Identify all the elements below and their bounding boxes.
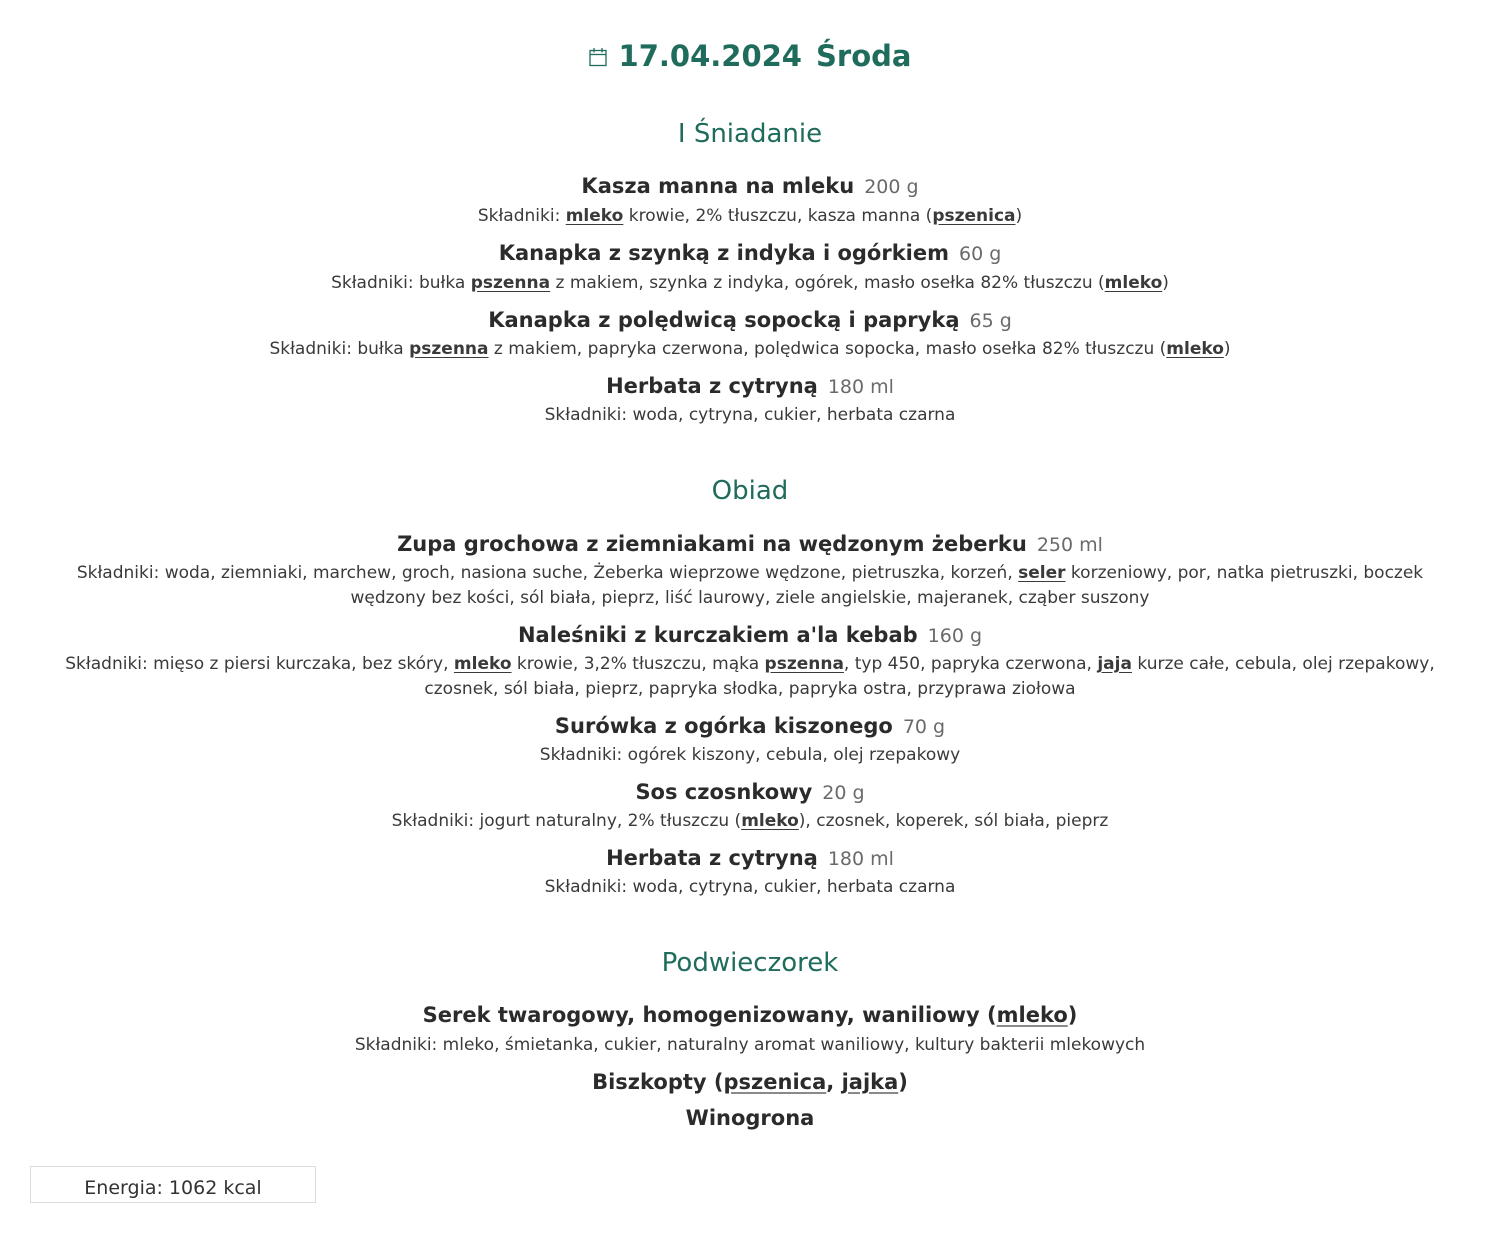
text-segment: Serek twarogowy, homogenizowany, waniliowy (: [422, 1003, 997, 1027]
allergen-highlight: mleko: [996, 1003, 1068, 1027]
text-segment: krowie, 3,2% tłuszczu, mąka: [511, 654, 765, 674]
dish-name: [0, 621, 1500, 650]
energy-summary: Energia: 1062 kcal: [30, 1166, 316, 1203]
allergen-highlight: pszenna: [470, 273, 551, 293]
dish-name: [0, 372, 1500, 401]
text-segment: Składniki: ogórek kiszony, cebula, olej rzepakowy: [539, 745, 961, 765]
dish-ingredients: [40, 403, 1460, 428]
dish-portion: 20 g: [822, 782, 865, 804]
allergen-highlight: mleko: [741, 811, 799, 831]
allergen-highlight: jaja: [1097, 654, 1132, 674]
allergen-highlight: mleko: [453, 654, 512, 674]
text-segment: ): [1162, 273, 1169, 293]
dish-title: Naleśniki z kurczakiem a'la kebab: [517, 623, 918, 647]
dish-portion: 65 g: [969, 310, 1012, 332]
dish-ingredients: [40, 743, 1460, 768]
text-segment: Składniki:: [477, 206, 566, 226]
text-segment: krowie, 2% tłuszczu, kasza manna (: [623, 206, 933, 226]
dish-name: [0, 239, 1500, 268]
text-segment: Składniki: woda, cytryna, cukier, herbata czarna: [544, 405, 956, 425]
text-segment: Składniki: woda, ziemniaki, marchew, groch, nasiona suche, Żeberka wieprzowe wędzone, pietruszka, korzeń,: [76, 563, 1019, 583]
allergen-highlight: pszenica: [723, 1070, 827, 1094]
dish-title: Herbata z cytryną: [606, 846, 818, 870]
dish-title: Kasza manna na mleku: [581, 174, 855, 198]
dish-name: [0, 530, 1500, 559]
calendar-icon: [589, 47, 607, 67]
dish-ingredients: [40, 271, 1460, 296]
dish-portion: 180 ml: [827, 848, 894, 870]
allergen-highlight: pszenica: [932, 206, 1016, 226]
dish-ingredients: [40, 1033, 1460, 1058]
dish-name: [0, 844, 1500, 873]
dish-ingredients: [40, 875, 1460, 900]
allergen-highlight: pszenna: [409, 339, 489, 359]
dish-title: Kanapka z szynką z indyka i ogórkiem: [498, 241, 949, 265]
allergen-highlight: mleko: [1166, 339, 1224, 359]
dish-ingredients: [40, 809, 1460, 834]
allergen-highlight: pszenna: [764, 654, 844, 674]
dish-ingredients: [40, 652, 1460, 702]
dish-title: Herbata z cytryną: [606, 374, 818, 398]
weekday-text: Środa: [816, 39, 912, 73]
dish-name: [0, 1104, 1500, 1132]
text-segment: ,: [826, 1070, 842, 1094]
dish-title: Kanapka z polędwicą sopocką i papryką: [488, 308, 960, 332]
section-title-lunch: Obiad: [711, 476, 789, 506]
dish-portion: 250 ml: [1036, 534, 1103, 556]
text-segment: ): [1015, 206, 1023, 226]
dish-ingredients: [40, 337, 1460, 362]
text-segment: z makiem, papryka czerwona, polędwica sopocka, masło osełka 82% tłuszczu (: [488, 339, 1167, 359]
text-segment: Składniki: mięso z piersi kurczaka, bez skóry,: [65, 654, 454, 674]
text-segment: ): [1067, 1003, 1078, 1027]
dish-name: [0, 1068, 1500, 1096]
dish-title: Winogrona: [685, 1106, 815, 1130]
dish-portion: 160 g: [927, 625, 983, 647]
text-segment: Biszkopty (: [592, 1070, 724, 1094]
allergen-highlight: mleko: [565, 206, 624, 226]
text-segment: ): [898, 1070, 908, 1094]
allergen-highlight: mleko: [1104, 273, 1163, 293]
dish-title: Sos czosnkowy: [635, 780, 813, 804]
dish-ingredients: [40, 204, 1460, 229]
dish-ingredients: [40, 561, 1460, 611]
text-segment: , typ 450, papryka czerwona,: [843, 654, 1098, 674]
dish-portion: 180 ml: [827, 376, 894, 398]
allergen-highlight: jajka: [841, 1070, 899, 1094]
text-segment: kurze całe, cebula, olej rzepakowy, czosnek, sól biała, pieprz, papryka słodka, papryka ostra, przyprawa ziołowa: [424, 654, 1435, 699]
dish-title: Zupa grochowa z ziemniakami na wędzonym żeberku: [397, 532, 1027, 556]
dish-portion: 70 g: [902, 716, 946, 738]
dish-title: Surówka z ogórka kiszonego: [554, 714, 893, 738]
section-title-afternoon-snack: Podwieczorek: [661, 948, 839, 978]
dish-name: [0, 778, 1500, 807]
date-text: 17.04.2024: [618, 39, 802, 73]
dish-name: [0, 172, 1500, 201]
dish-portion: 60 g: [959, 243, 1002, 265]
text-segment: Składniki: mleko, śmietanka, cukier, naturalny aromat waniliowy, kultury bakterii mlekowych: [354, 1035, 1146, 1055]
date-header: [0, 36, 1500, 76]
dish-name: [0, 712, 1500, 741]
allergen-highlight: seler: [1018, 563, 1066, 583]
text-segment: ), czosnek, koperek, sól biała, pieprz: [798, 811, 1109, 831]
section-title-breakfast: I Śniadanie: [677, 119, 823, 149]
text-segment: korzeniowy, por, natka pietruszki, boczek wędzony bez kości, sól biała, pieprz, liść laurowy, ziele angielskie, majeranek, cząber suszony: [350, 563, 1424, 608]
text-segment: ): [1223, 339, 1231, 359]
text-segment: z makiem, szynka z indyka, ogórek, masło osełka 82% tłuszczu (: [550, 273, 1105, 293]
text-segment: Składniki: jogurt naturalny, 2% tłuszczu (: [391, 811, 742, 831]
dish-name: [0, 1001, 1500, 1029]
dish-name: [0, 306, 1500, 335]
dish-portion: 200 g: [864, 176, 919, 198]
text-segment: Składniki: bułka: [269, 339, 410, 359]
text-segment: Składniki: bułka: [331, 273, 471, 293]
text-segment: Składniki: woda, cytryna, cukier, herbata czarna: [544, 877, 956, 897]
